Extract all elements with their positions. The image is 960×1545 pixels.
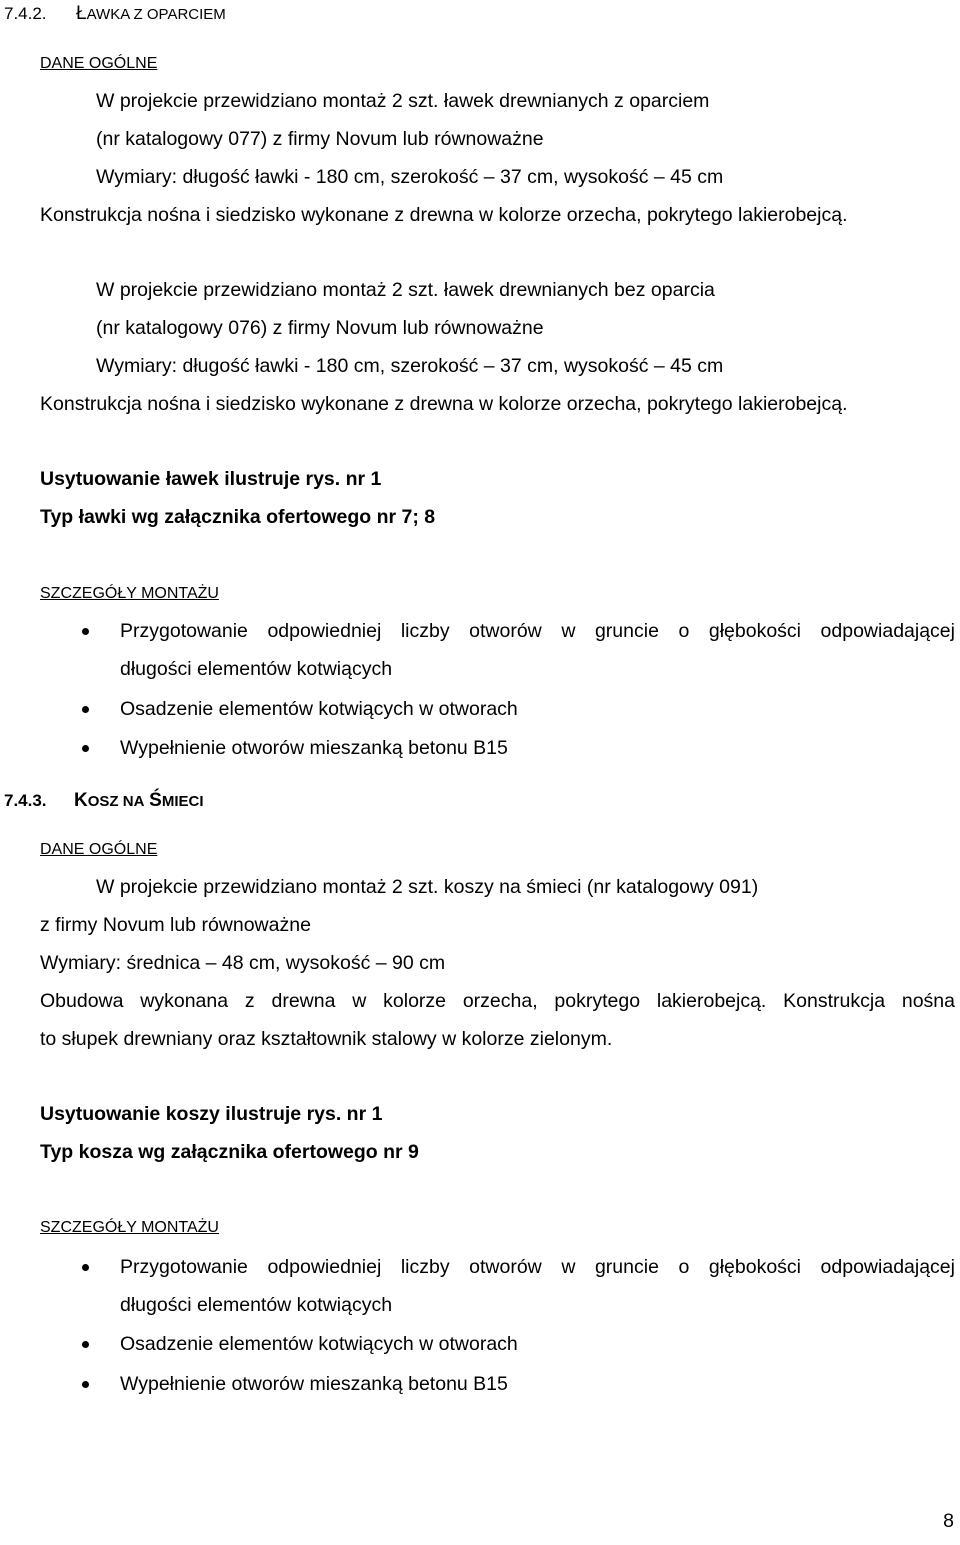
- assembly-details-heading: SZCZEGÓŁY MONTAŻU: [40, 585, 219, 602]
- general-data-heading: DANE OGÓLNE: [40, 841, 158, 858]
- list-item: Wypełnienie otworów mieszanką betonu B15: [120, 737, 508, 759]
- general-data-heading: DANE OGÓLNE: [40, 55, 158, 72]
- paragraph-line: to słupek drewniany oraz kształtownik stalowy w kolorze zielonym.: [40, 1028, 613, 1050]
- type-note: Typ ławki wg załącznika ofertowego nr 7; 8: [40, 506, 436, 528]
- list-item: Wypełnienie otworów mieszanką betonu B15: [120, 1373, 508, 1395]
- paragraph-line: (nr katalogowy 076) z firmy Novum lub równoważne: [96, 317, 544, 339]
- bullet-icon: [82, 1381, 89, 1388]
- section-742-heading: 7.4.2. ŁAWKA Z OPARCIEM: [4, 3, 226, 24]
- list-item: Przygotowanie odpowiedniej liczby otworów w gruncie o głębokości odpowiadającej: [120, 620, 955, 642]
- paragraph-line: Konstrukcja nośna i siedzisko wykonane z drewna w kolorze orzecha, pokrytego lakierobejcą.: [40, 393, 848, 415]
- section-743-heading: 7.4.3. KOSZ NA ŚMIECI: [4, 790, 204, 811]
- paragraph-line: (nr katalogowy 077) z firmy Novum lub równoważne: [96, 128, 544, 150]
- location-note: Usytuowanie koszy ilustruje rys. nr 1: [40, 1103, 383, 1125]
- paragraph-line: Konstrukcja nośna i siedzisko wykonane z drewna w kolorze orzecha, pokrytego lakierobejcą.: [40, 204, 848, 226]
- list-item-continuation: długości elementów kotwiących: [120, 658, 393, 680]
- list-item: Osadzenie elementów kotwiących w otworach: [120, 698, 518, 720]
- bullet-icon: [82, 1264, 89, 1271]
- paragraph-line: W projekcie przewidziano montaż 2 szt. ławek drewnianych z oparciem: [96, 90, 710, 112]
- bullet-icon: [82, 628, 89, 635]
- bullet-icon: [82, 745, 89, 752]
- paragraph-line: W projekcie przewidziano montaż 2 szt. ławek drewnianych bez oparcia: [96, 279, 715, 301]
- list-item: Osadzenie elementów kotwiących w otworach: [120, 1333, 518, 1355]
- paragraph-line: Wymiary: średnica – 48 cm, wysokość – 90 cm: [40, 952, 446, 974]
- paragraph-line: z firmy Novum lub równoważne: [40, 914, 311, 936]
- bullet-icon: [82, 1341, 89, 1348]
- bullet-icon: [82, 706, 89, 713]
- page-number: 8: [943, 1510, 954, 1532]
- location-note: Usytuowanie ławek ilustruje rys. nr 1: [40, 468, 382, 490]
- section-742-number: 7.4.2.: [4, 4, 47, 23]
- paragraph-line: Wymiary: długość ławki - 180 cm, szerokość – 37 cm, wysokość – 45 cm: [96, 166, 724, 188]
- list-item-continuation: długości elementów kotwiących: [120, 1294, 393, 1316]
- list-item: Przygotowanie odpowiedniej liczby otworów w gruncie o głębokości odpowiadającej: [120, 1256, 955, 1278]
- type-note: Typ kosza wg załącznika ofertowego nr 9: [40, 1141, 419, 1163]
- assembly-details-heading: SZCZEGÓŁY MONTAŻU: [40, 1219, 219, 1236]
- section-743-number: 7.4.3.: [4, 791, 47, 810]
- paragraph-line: W projekcie przewidziano montaż 2 szt. koszy na śmieci (nr katalogowy 091): [96, 876, 759, 898]
- paragraph-line: Obudowa wykonana z drewna w kolorze orzecha, pokrytego lakierobejcą. Konstrukcja nośna: [40, 990, 955, 1012]
- paragraph-line: Wymiary: długość ławki - 180 cm, szerokość – 37 cm, wysokość – 45 cm: [96, 355, 724, 377]
